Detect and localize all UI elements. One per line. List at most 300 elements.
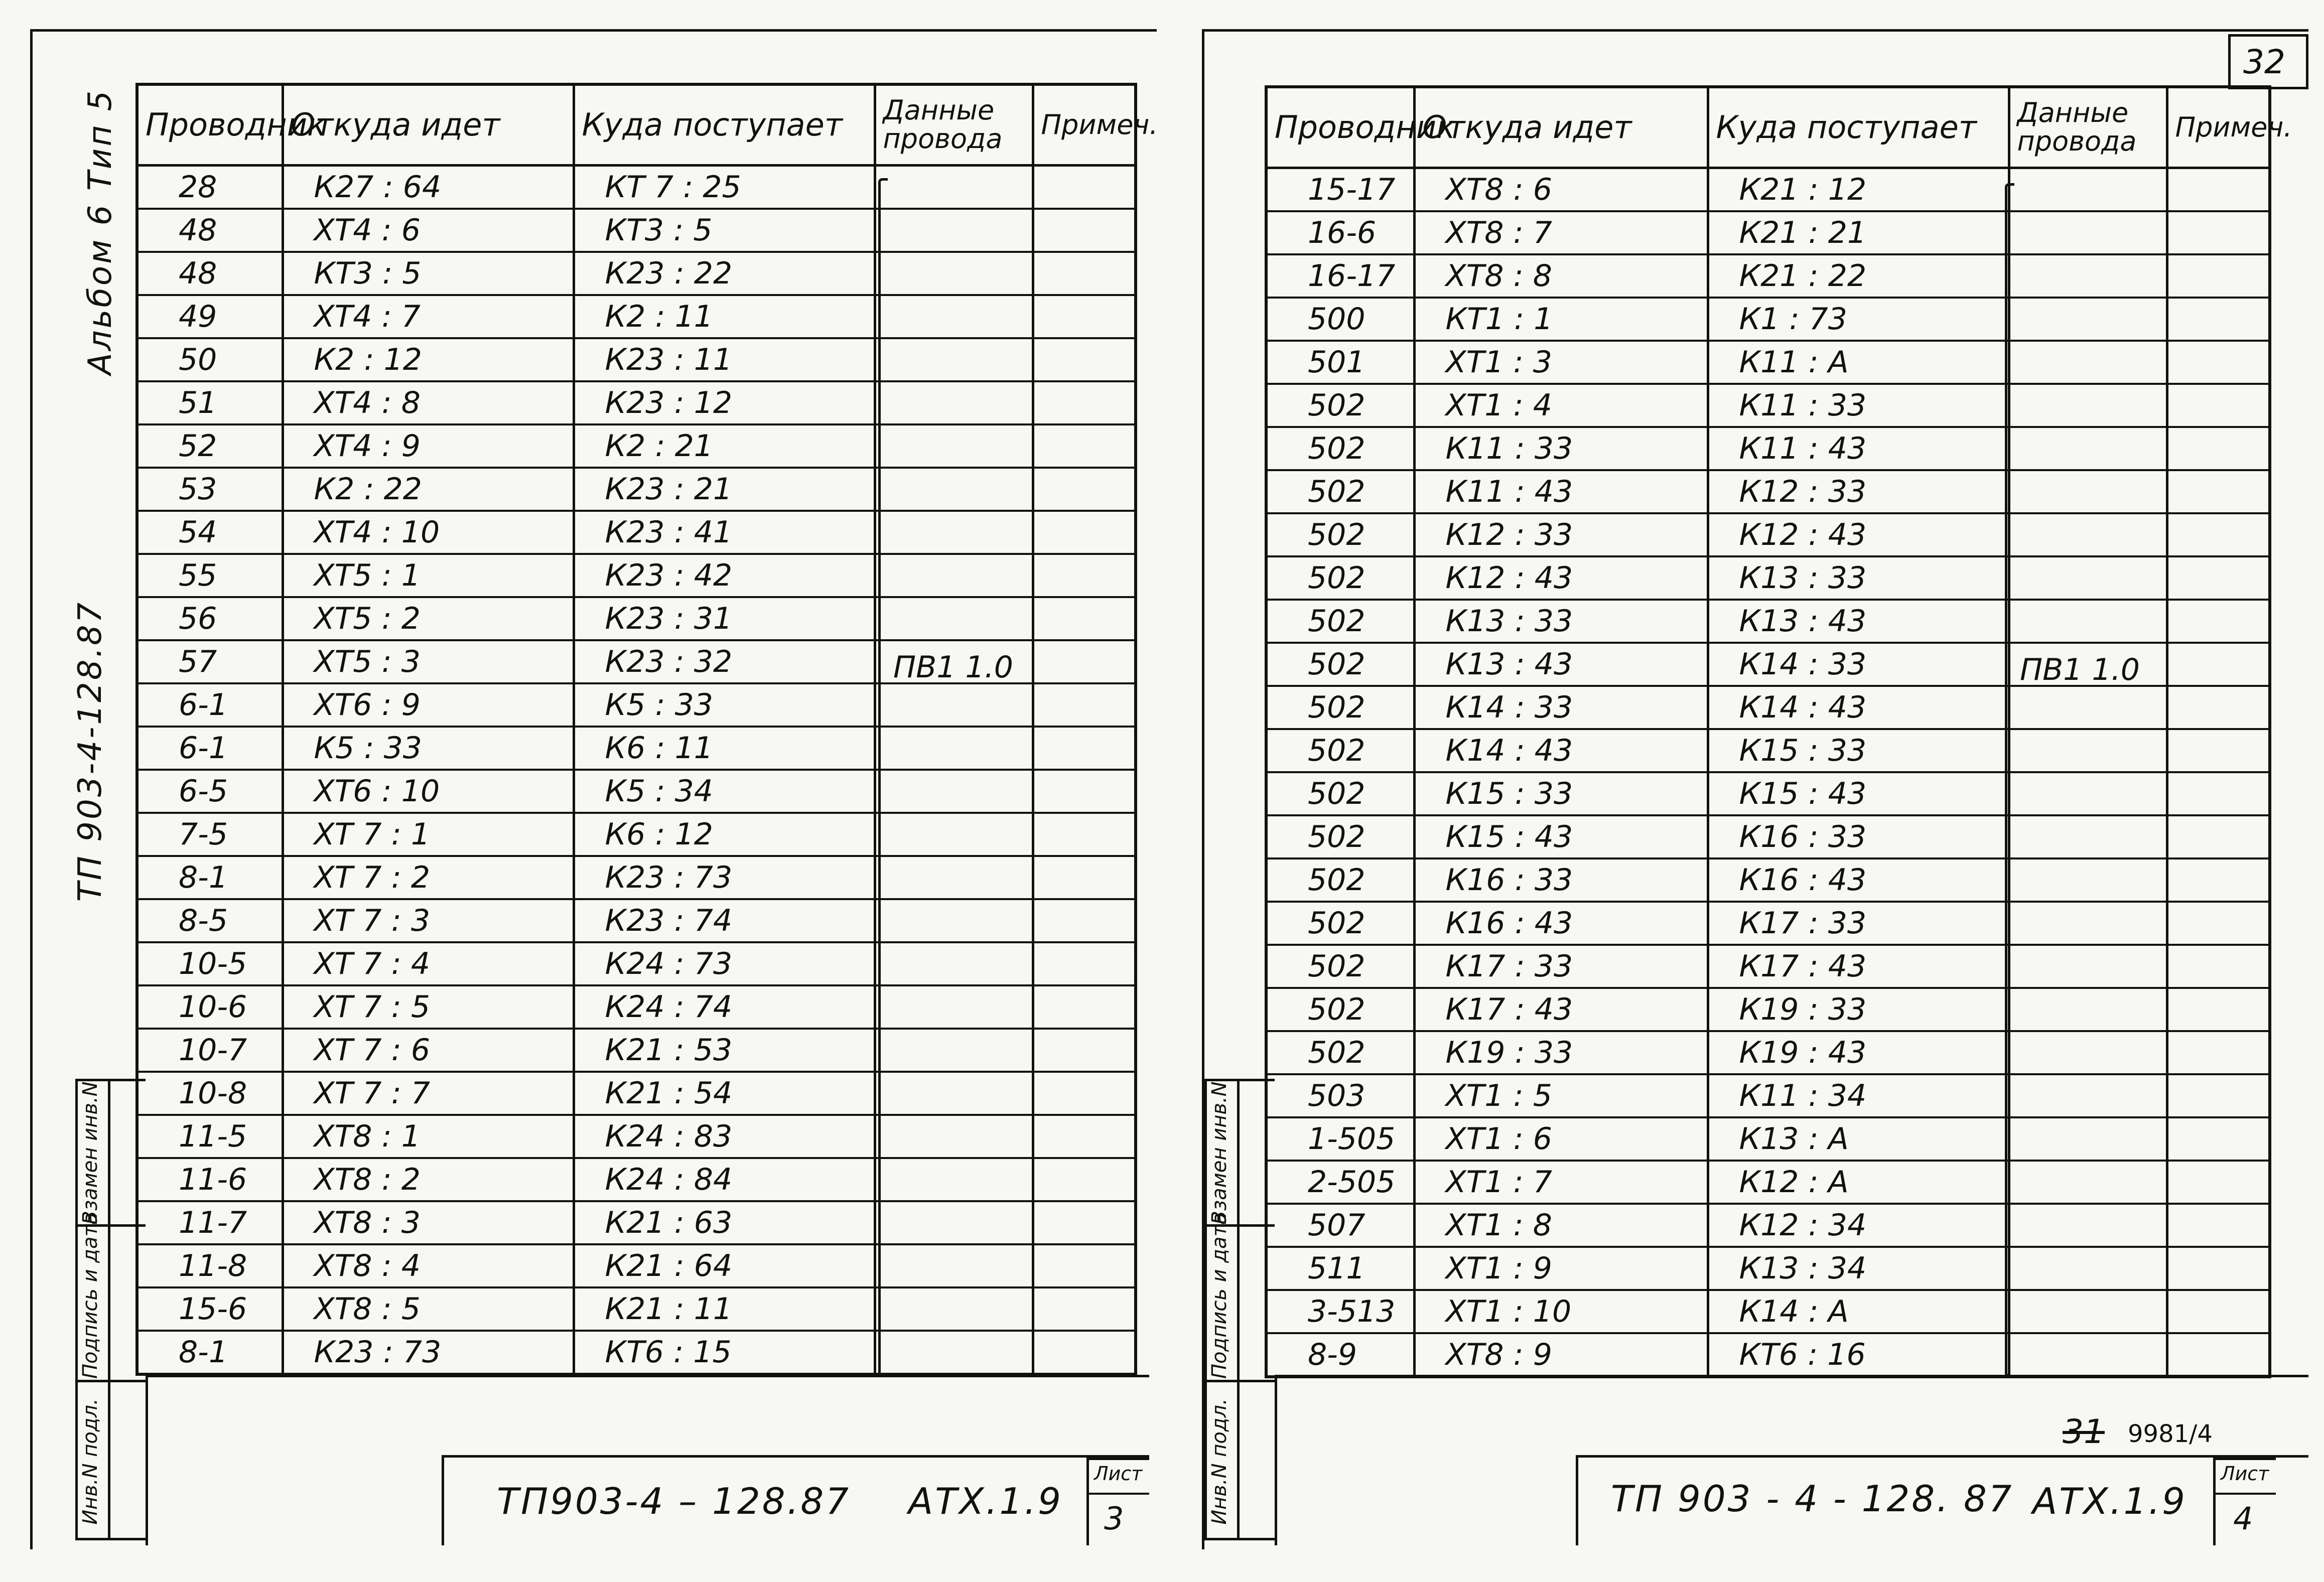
cell-conductor: 6-1 — [137, 683, 283, 727]
right-sheet-label: Лист — [2221, 1463, 2269, 1485]
cell-conductor: 16-17 — [1266, 254, 1414, 298]
cell-conductor: 3-513 — [1266, 1290, 1414, 1333]
cell-wire-data — [875, 770, 1033, 813]
cell-to: К21 : 53 — [574, 1029, 875, 1072]
cell-notes — [2167, 772, 2270, 815]
header-to: Куда поступает — [1708, 87, 2009, 168]
cell-conductor: 502 — [1266, 772, 1414, 815]
cell-notes — [1033, 166, 1136, 209]
cell-conductor: 16-6 — [1266, 211, 1414, 254]
right-wire-data-brace — [2005, 183, 2014, 1377]
header-wire-data: Данные провода — [875, 84, 1033, 166]
table-row — [1266, 254, 2270, 298]
cell-from: ХТ4 : 9 — [283, 424, 574, 468]
cell-to: К13 : А — [1708, 1117, 2009, 1161]
cell-to: К23 : 21 — [574, 468, 875, 511]
cell-notes — [1033, 468, 1136, 511]
cell-wire-data — [2009, 858, 2167, 902]
cell-conductor: 502 — [1266, 600, 1414, 643]
cell-notes — [2167, 643, 2270, 686]
cell-wire-data — [875, 942, 1033, 985]
cell-to: К11 : 43 — [1708, 427, 2009, 470]
cell-conductor: 501 — [1266, 341, 1414, 384]
cell-notes — [2167, 341, 2270, 384]
cell-conductor: 48 — [137, 252, 283, 295]
table-row — [1266, 902, 2270, 945]
cell-wire-data — [2009, 772, 2167, 815]
table-row — [1266, 600, 2270, 643]
cell-to: К23 : 22 — [574, 252, 875, 295]
header-notes: Примеч. — [1033, 84, 1136, 166]
cell-from: ХТ5 : 3 — [283, 640, 574, 683]
cell-wire-data — [2009, 815, 2167, 858]
cell-notes — [1033, 511, 1136, 554]
cell-to: К21 : 64 — [574, 1244, 875, 1287]
left-doc-note: ТП 903-4-128.87 — [72, 600, 109, 902]
left-binder-label-repl: Взамен инв.N — [79, 1081, 102, 1225]
cell-conductor: 15-6 — [137, 1287, 283, 1331]
cell-from: К17 : 43 — [1414, 988, 1708, 1031]
cell-from: ХТ1 : 4 — [1414, 384, 1708, 427]
cell-to: К24 : 84 — [574, 1158, 875, 1201]
table-row — [137, 683, 1136, 727]
cell-notes — [2167, 902, 2270, 945]
header-from: Откуда идет — [283, 84, 574, 166]
cell-from: ХТ1 : 9 — [1414, 1247, 1708, 1290]
cell-to: К23 : 32 — [574, 640, 875, 683]
table-row — [1266, 513, 2270, 556]
cell-notes — [1033, 1029, 1136, 1072]
cell-from: ХТ 7 : 1 — [283, 813, 574, 856]
right-wiring-table — [1265, 85, 2292, 1378]
right-binder-divider — [1204, 1380, 1275, 1382]
cell-conductor: 511 — [1266, 1247, 1414, 1290]
table-row — [137, 985, 1136, 1029]
table-row — [1266, 945, 2270, 988]
left-stamp-code: ТП903-4 – 128.87 — [497, 1480, 851, 1522]
left-wire-data-value: ПВ1 1.0 — [893, 650, 1013, 685]
cell-conductor: 6-1 — [137, 727, 283, 770]
cell-to: К21 : 21 — [1708, 211, 2009, 254]
cell-conductor: 8-1 — [137, 856, 283, 899]
table-row — [137, 1115, 1136, 1158]
table-row — [1266, 729, 2270, 772]
cell-notes — [1033, 295, 1136, 338]
cell-wire-data — [875, 338, 1033, 381]
cell-notes — [2167, 556, 2270, 600]
cell-wire-data — [2009, 1161, 2167, 1204]
header-conductor: Проводник — [137, 84, 283, 166]
table-row — [137, 338, 1136, 381]
cell-to: К21 : 63 — [574, 1201, 875, 1244]
right-inventory-mark: 31 — [2063, 1412, 2105, 1451]
cell-wire-data — [2009, 1117, 2167, 1161]
table-row — [137, 856, 1136, 899]
cell-notes — [1033, 597, 1136, 640]
cell-conductor: 7-5 — [137, 813, 283, 856]
cell-wire-data — [875, 424, 1033, 468]
cell-conductor: 507 — [1266, 1204, 1414, 1247]
cell-to: К21 : 54 — [574, 1072, 875, 1115]
cell-conductor: 502 — [1266, 945, 1414, 988]
table-row — [1266, 384, 2270, 427]
cell-wire-data — [875, 209, 1033, 252]
cell-wire-data — [2009, 1031, 2167, 1074]
cell-wire-data — [2009, 1333, 2167, 1377]
cell-wire-data — [2009, 211, 2167, 254]
table-row — [137, 1029, 1136, 1072]
cell-notes — [1033, 1331, 1136, 1374]
cell-conductor: 502 — [1266, 729, 1414, 772]
cell-from: ХТ8 : 2 — [283, 1158, 574, 1201]
cell-notes — [2167, 1031, 2270, 1074]
table-row — [137, 899, 1136, 942]
table-row — [1266, 686, 2270, 729]
cell-from: ХТ1 : 3 — [1414, 341, 1708, 384]
cell-from: К15 : 33 — [1414, 772, 1708, 815]
cell-from: ХТ 7 : 6 — [283, 1029, 574, 1072]
cell-notes — [2167, 384, 2270, 427]
table-row — [137, 727, 1136, 770]
cell-to: К14 : 33 — [1708, 643, 2009, 686]
cell-wire-data — [2009, 1247, 2167, 1290]
cell-notes — [2167, 945, 2270, 988]
cell-to: К2 : 11 — [574, 295, 875, 338]
cell-from: ХТ8 : 7 — [1414, 211, 1708, 254]
cell-notes — [2167, 729, 2270, 772]
cell-notes — [1033, 1287, 1136, 1331]
table-row — [137, 295, 1136, 338]
cell-conductor: 48 — [137, 209, 283, 252]
table-row — [137, 770, 1136, 813]
cell-to: К23 : 31 — [574, 597, 875, 640]
page-number: 32 — [2243, 43, 2285, 81]
table-row — [137, 597, 1136, 640]
cell-conductor: 52 — [137, 424, 283, 468]
cell-notes — [1033, 856, 1136, 899]
right-binder-label-inv: Инв.N подл. — [1208, 1398, 1231, 1525]
cell-notes — [2167, 1117, 2270, 1161]
cell-conductor: 50 — [137, 338, 283, 381]
table-row — [1266, 556, 2270, 600]
cell-conductor: 15-17 — [1266, 168, 1414, 212]
cell-wire-data — [2009, 902, 2167, 945]
table-row — [137, 1244, 1136, 1287]
cell-conductor: 502 — [1266, 384, 1414, 427]
cell-from: ХТ4 : 7 — [283, 295, 574, 338]
cell-wire-data — [875, 727, 1033, 770]
table-row — [137, 554, 1136, 597]
cell-conductor: 11-7 — [137, 1201, 283, 1244]
cell-notes — [2167, 600, 2270, 643]
cell-notes — [2167, 427, 2270, 470]
cell-conductor: 54 — [137, 511, 283, 554]
cell-from: К12 : 43 — [1414, 556, 1708, 600]
cell-wire-data — [875, 856, 1033, 899]
cell-conductor: 6-5 — [137, 770, 283, 813]
cell-conductor: 11-5 — [137, 1115, 283, 1158]
cell-to: К13 : 43 — [1708, 600, 2009, 643]
header-notes: Примеч. — [2167, 87, 2270, 168]
cell-conductor: 11-6 — [137, 1158, 283, 1201]
cell-from: К14 : 43 — [1414, 729, 1708, 772]
cell-notes — [1033, 338, 1136, 381]
cell-to: К23 : 12 — [574, 381, 875, 424]
table-row — [1266, 427, 2270, 470]
table-row — [1266, 988, 2270, 1031]
cell-notes — [2167, 254, 2270, 298]
cell-wire-data — [875, 1244, 1033, 1287]
cell-conductor: 502 — [1266, 858, 1414, 902]
cell-conductor: 57 — [137, 640, 283, 683]
cell-from: К2 : 22 — [283, 468, 574, 511]
table-row — [137, 209, 1136, 252]
cell-notes — [1033, 942, 1136, 985]
cell-from: К27 : 64 — [283, 166, 574, 209]
cell-to: К23 : 74 — [574, 899, 875, 942]
cell-from: ХТ4 : 6 — [283, 209, 574, 252]
table-row — [1266, 1117, 2270, 1161]
cell-wire-data — [2009, 470, 2167, 513]
table-row — [137, 252, 1136, 295]
header-from: Откуда идет — [1414, 87, 1708, 168]
table-row — [137, 942, 1136, 985]
cell-wire-data — [2009, 686, 2167, 729]
right-sheet-number: 4 — [2233, 1500, 2253, 1537]
cell-conductor: 502 — [1266, 643, 1414, 686]
cell-from: КТ3 : 5 — [283, 252, 574, 295]
cell-to: К6 : 11 — [574, 727, 875, 770]
cell-from: ХТ8 : 9 — [1414, 1333, 1708, 1377]
cell-wire-data — [875, 1029, 1033, 1072]
cell-from: К19 : 33 — [1414, 1031, 1708, 1074]
left-stamp-doc: АТХ.1.9 — [908, 1480, 1063, 1522]
cell-to: К12 : 34 — [1708, 1204, 2009, 1247]
table-row — [137, 381, 1136, 424]
cell-to: К1 : 73 — [1708, 298, 2009, 341]
cell-notes — [1033, 1244, 1136, 1287]
table-row — [1266, 168, 2270, 212]
cell-conductor: 502 — [1266, 988, 1414, 1031]
cell-to: К5 : 34 — [574, 770, 875, 813]
cell-wire-data — [875, 899, 1033, 942]
cell-from: К12 : 33 — [1414, 513, 1708, 556]
cell-conductor: 503 — [1266, 1074, 1414, 1117]
table-row — [137, 1158, 1136, 1201]
cell-to: К2 : 21 — [574, 424, 875, 468]
cell-from: ХТ8 : 6 — [1414, 168, 1708, 212]
cell-wire-data — [875, 813, 1033, 856]
cell-wire-data — [875, 683, 1033, 727]
cell-wire-data — [2009, 1204, 2167, 1247]
cell-conductor: 502 — [1266, 427, 1414, 470]
cell-notes — [1033, 381, 1136, 424]
table-row — [1266, 1290, 2270, 1333]
cell-from: К2 : 12 — [283, 338, 574, 381]
cell-wire-data — [875, 1331, 1033, 1374]
cell-conductor: 502 — [1266, 815, 1414, 858]
cell-wire-data — [2009, 988, 2167, 1031]
cell-wire-data — [2009, 168, 2167, 212]
table-row — [137, 166, 1136, 209]
cell-to: К12 : А — [1708, 1161, 2009, 1204]
cell-to: К21 : 12 — [1708, 168, 2009, 212]
cell-from: К13 : 33 — [1414, 600, 1708, 643]
cell-to: К23 : 11 — [574, 338, 875, 381]
cell-conductor: 28 — [137, 166, 283, 209]
cell-wire-data — [2009, 254, 2167, 298]
cell-from: ХТ1 : 5 — [1414, 1074, 1708, 1117]
right-wire-data-value: ПВ1 1.0 — [2020, 652, 2140, 687]
cell-from: ХТ 7 : 2 — [283, 856, 574, 899]
cell-from: ХТ6 : 9 — [283, 683, 574, 727]
cell-from: К11 : 33 — [1414, 427, 1708, 470]
cell-notes — [1033, 1072, 1136, 1115]
cell-notes — [2167, 1074, 2270, 1117]
cell-from: К16 : 33 — [1414, 858, 1708, 902]
left-wire-data-brace — [878, 178, 888, 1377]
cell-from: ХТ8 : 3 — [283, 1201, 574, 1244]
cell-notes — [1033, 1115, 1136, 1158]
cell-to: К19 : 33 — [1708, 988, 2009, 1031]
right-sheet-box-divider — [2213, 1493, 2276, 1495]
cell-to: К12 : 33 — [1708, 470, 2009, 513]
cell-to: КТ6 : 15 — [574, 1331, 875, 1374]
table-row — [137, 1072, 1136, 1115]
cell-conductor: 502 — [1266, 902, 1414, 945]
header-conductor: Проводник — [1266, 87, 1414, 168]
cell-from: К23 : 73 — [283, 1331, 574, 1374]
header-to: Куда поступает — [574, 84, 875, 166]
cell-notes — [1033, 640, 1136, 683]
table-row — [1266, 211, 2270, 254]
table-row — [1266, 1074, 2270, 1117]
cell-notes — [2167, 513, 2270, 556]
cell-wire-data — [875, 252, 1033, 295]
cell-wire-data — [875, 511, 1033, 554]
cell-conductor: 1-505 — [1266, 1117, 1414, 1161]
cell-from: ХТ 7 : 3 — [283, 899, 574, 942]
cell-to: К6 : 12 — [574, 813, 875, 856]
table-row — [137, 424, 1136, 468]
right-binder-label-sign: Подпись и дата — [1208, 1212, 1231, 1379]
cell-wire-data — [875, 468, 1033, 511]
cell-conductor: 53 — [137, 468, 283, 511]
cell-wire-data — [875, 1201, 1033, 1244]
cell-notes — [1033, 727, 1136, 770]
cell-to: К13 : 34 — [1708, 1247, 2009, 1290]
cell-wire-data — [2009, 513, 2167, 556]
cell-conductor: 56 — [137, 597, 283, 640]
cell-wire-data — [2009, 427, 2167, 470]
table-row — [1266, 1161, 2270, 1204]
cell-from: ХТ1 : 10 — [1414, 1290, 1708, 1333]
cell-to: КТ3 : 5 — [574, 209, 875, 252]
table-row — [137, 1331, 1136, 1374]
cell-wire-data — [875, 554, 1033, 597]
cell-to: КТ6 : 16 — [1708, 1333, 2009, 1377]
cell-to: К23 : 42 — [574, 554, 875, 597]
table-row — [137, 468, 1136, 511]
cell-to: К23 : 41 — [574, 511, 875, 554]
right-stamp-doc: АТХ.1.9 — [2032, 1480, 2187, 1522]
cell-to: К15 : 43 — [1708, 772, 2009, 815]
cell-notes — [2167, 1333, 2270, 1377]
cell-conductor: 502 — [1266, 556, 1414, 600]
right-binder-label-repl: Взамен инв.N — [1208, 1081, 1231, 1225]
left-wiring-table — [135, 83, 1158, 1376]
cell-notes — [2167, 1247, 2270, 1290]
cell-to: К24 : 83 — [574, 1115, 875, 1158]
cell-conductor: 10-8 — [137, 1072, 283, 1115]
cell-wire-data — [2009, 298, 2167, 341]
cell-notes — [2167, 686, 2270, 729]
cell-to: К24 : 74 — [574, 985, 875, 1029]
cell-from: КТ1 : 1 — [1414, 298, 1708, 341]
cell-from: ХТ 7 : 7 — [283, 1072, 574, 1115]
cell-from: ХТ 7 : 5 — [283, 985, 574, 1029]
cell-conductor: 8-1 — [137, 1331, 283, 1374]
table-row — [1266, 470, 2270, 513]
left-binder-label-inv: Инв.N подл. — [79, 1398, 102, 1525]
right-binder-inner-line — [1237, 1079, 1240, 1540]
cell-wire-data — [875, 295, 1033, 338]
cell-conductor: 502 — [1266, 513, 1414, 556]
cell-from: ХТ8 : 5 — [283, 1287, 574, 1331]
table-header-row — [137, 84, 1136, 166]
cell-to: К12 : 43 — [1708, 513, 2009, 556]
cell-notes — [2167, 470, 2270, 513]
cell-notes — [1033, 252, 1136, 295]
left-binder-label-sign: Подпись и дата — [79, 1212, 102, 1379]
cell-conductor: 10-6 — [137, 985, 283, 1029]
cell-to: К17 : 43 — [1708, 945, 2009, 988]
cell-notes — [1033, 985, 1136, 1029]
cell-conductor: 8-9 — [1266, 1333, 1414, 1377]
cell-to: К21 : 22 — [1708, 254, 2009, 298]
cell-wire-data — [2009, 384, 2167, 427]
cell-notes — [2167, 815, 2270, 858]
cell-conductor: 2-505 — [1266, 1161, 1414, 1204]
cell-notes — [1033, 1158, 1136, 1201]
cell-wire-data — [2009, 600, 2167, 643]
cell-conductor: 55 — [137, 554, 283, 597]
cell-from: ХТ1 : 6 — [1414, 1117, 1708, 1161]
cell-wire-data — [875, 1158, 1033, 1201]
cell-wire-data — [2009, 729, 2167, 772]
cell-notes — [2167, 1290, 2270, 1333]
cell-from: ХТ8 : 8 — [1414, 254, 1708, 298]
cell-to: К14 : 43 — [1708, 686, 2009, 729]
cell-from: К15 : 43 — [1414, 815, 1708, 858]
left-binder-inner-line — [108, 1079, 110, 1540]
left-sheet-number: 3 — [1104, 1500, 1124, 1537]
cell-notes — [2167, 211, 2270, 254]
cell-to: К11 : 34 — [1708, 1074, 2009, 1117]
cell-from: ХТ5 : 2 — [283, 597, 574, 640]
cell-from: К11 : 43 — [1414, 470, 1708, 513]
cell-from: ХТ4 : 10 — [283, 511, 574, 554]
cell-to: К14 : А — [1708, 1290, 2009, 1333]
left-table-body — [137, 166, 1136, 1375]
cell-conductor: 8-5 — [137, 899, 283, 942]
cell-wire-data — [2009, 1290, 2167, 1333]
cell-wire-data — [2009, 945, 2167, 988]
cell-notes — [1033, 554, 1136, 597]
cell-wire-data — [875, 985, 1033, 1029]
cell-from: К16 : 43 — [1414, 902, 1708, 945]
cell-notes — [2167, 168, 2270, 212]
